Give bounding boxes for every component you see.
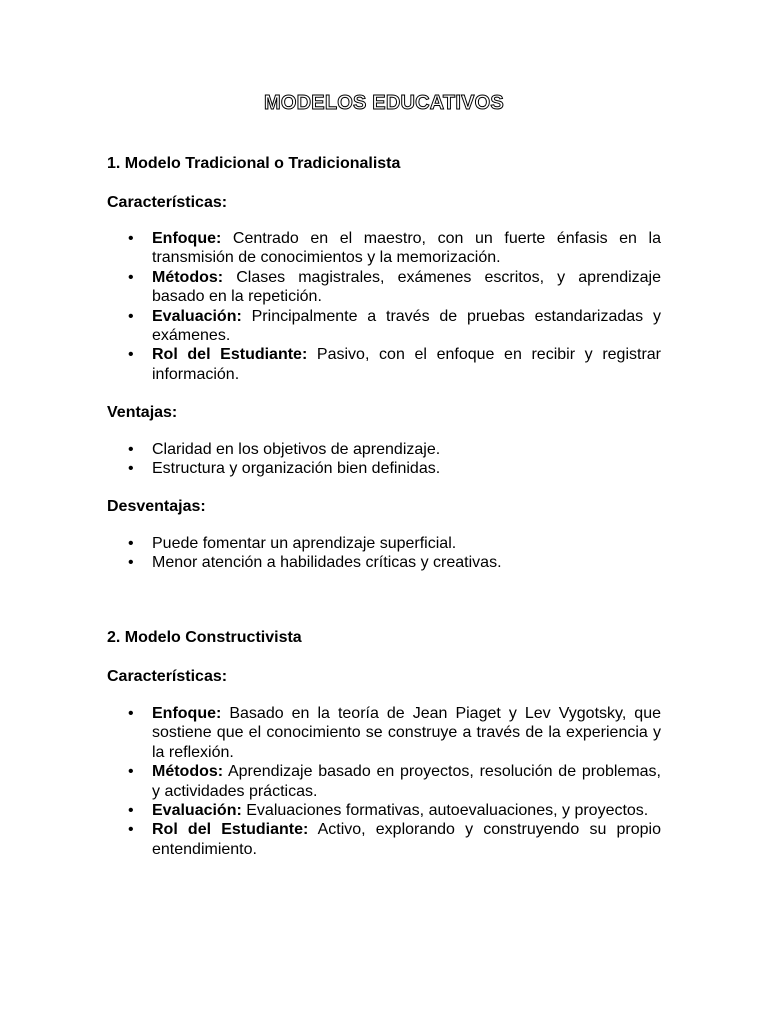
list-item: • Rol del Estudiante: Pasivo, con el enfoque en recibir y registrar información. [128, 346, 662, 383]
list-item: • Claridad en los objetivos de aprendizaje. [128, 441, 441, 458]
list-item: • Enfoque: Basado en la teoría de Jean Piaget y Lev Vygotsky, que sostiene que el conocimiento se construye a través de la experiencia y la reflexión. [128, 705, 661, 761]
bullet-icon: • [128, 268, 134, 286]
section-heading-tradicional: 1. Modelo Tradicional o Tradicionalista [107, 155, 401, 172]
list-item: • Enfoque: Centrado en el maestro, con un fuerte énfasis en la transmisión de conocimientos y la memorización. [128, 230, 661, 267]
caracteristicas-list-1 [107, 229, 661, 384]
list-item: • Métodos: Clases magistrales, exámenes escritos, y aprendizaje basado en la repetición. [128, 268, 661, 306]
bullet-icon: • [128, 460, 134, 478]
ventajas-list [107, 440, 661, 479]
bullet-icon: • [128, 802, 134, 820]
list-item: • Métodos: Aprendizaje basado en proyectos, resolución de problemas, y actividades prácticas. [128, 763, 661, 800]
caracteristicas-list-2 [107, 704, 661, 859]
list-item: • Menor atención a habilidades críticas y creativas. [128, 554, 502, 572]
list-item: • Evaluación: Principalmente a través de pruebas estandarizadas y exámenes. [128, 307, 661, 345]
bullet-icon: • [128, 763, 134, 781]
subheading-caracteristicas-2: Características: [107, 668, 228, 685]
bullet-icon: • [128, 307, 134, 325]
list-item: • Puede fomentar un aprendizaje superficial. [128, 535, 457, 552]
list-item: • Evaluación: Evaluaciones formativas, autoevaluaciones, y proyectos. [128, 802, 649, 820]
subheading-desventajas: Desventajas: [107, 498, 206, 515]
list-item: • Rol del Estudiante: Activo, explorando y construyendo su propio entendimiento. [128, 821, 661, 858]
bullet-icon: • [128, 705, 134, 722]
subheading-caracteristicas-1: Características: [107, 194, 228, 211]
section-heading-constructivista: 2. Modelo Constructivista [107, 629, 302, 646]
bullet-icon: • [128, 554, 134, 572]
document-title: MODELOS EDUCATIVOS [264, 92, 504, 114]
bullet-icon: • [128, 441, 134, 458]
bullet-icon: • [128, 230, 134, 247]
bullet-icon: • [128, 535, 134, 552]
desventajas-list [107, 534, 661, 573]
subheading-ventajas: Ventajas: [107, 404, 178, 421]
list-item: • Estructura y organización bien definidas. [128, 460, 441, 478]
bullet-icon: • [128, 346, 134, 364]
bullet-icon: • [128, 821, 134, 839]
